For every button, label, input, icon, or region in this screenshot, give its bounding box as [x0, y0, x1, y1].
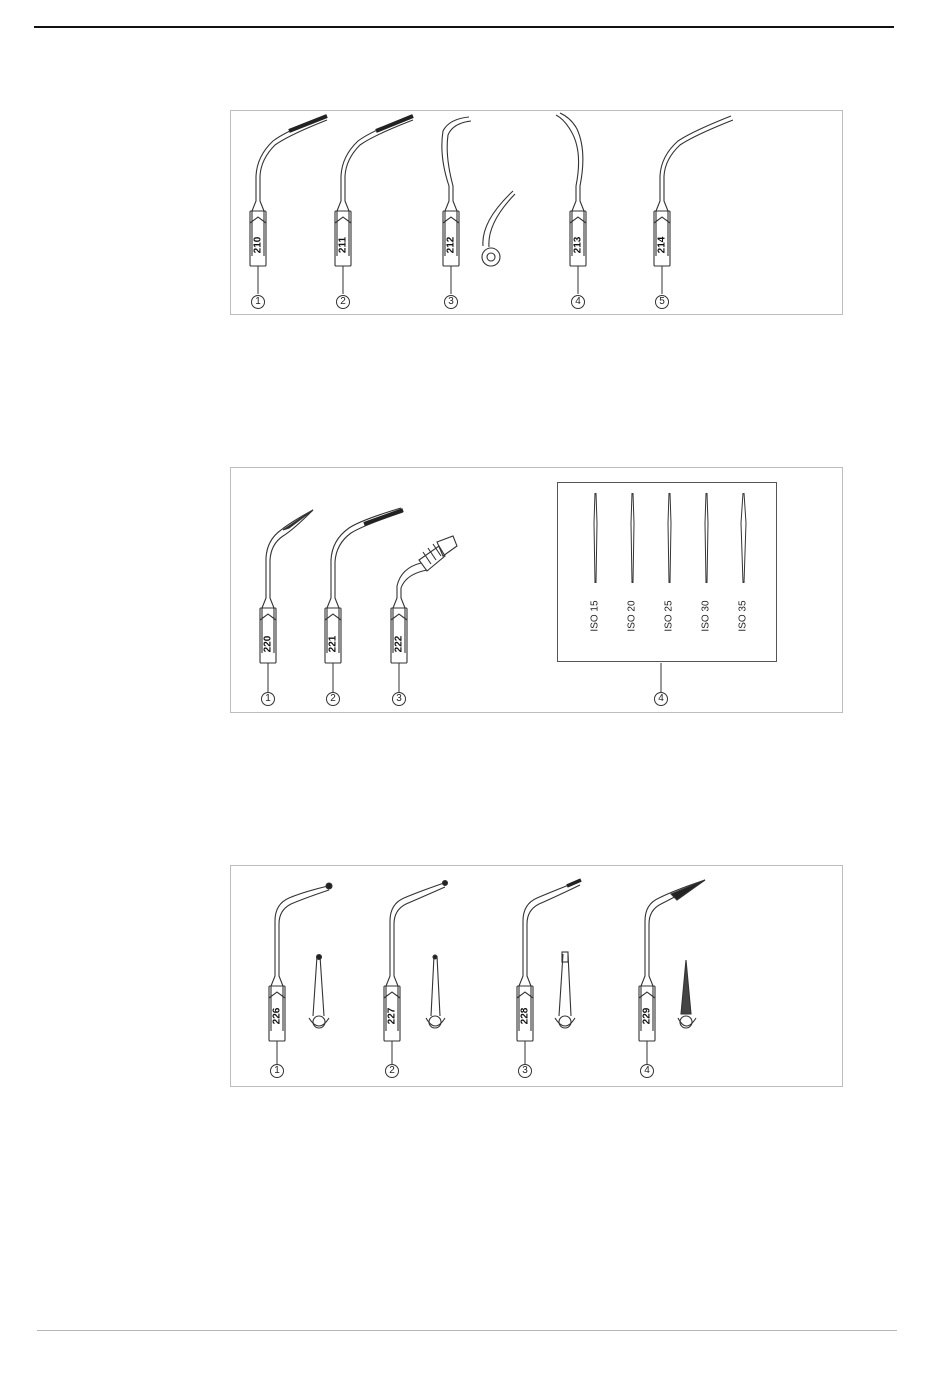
iso-size-label: ISO 20	[626, 600, 638, 632]
tip-label: 220	[262, 635, 274, 653]
iso-files-drawing	[558, 483, 778, 663]
callout-number: 3	[392, 692, 406, 706]
callout-number: 3	[518, 1064, 532, 1078]
iso-file-15	[594, 493, 597, 583]
tip-label: 226	[271, 1007, 283, 1025]
tip-label: 227	[386, 1007, 398, 1025]
tip-label: 210	[252, 236, 264, 254]
callout-number: 4	[571, 295, 585, 309]
callout-number: 2	[385, 1064, 399, 1078]
figure-endo-tips-220-222	[230, 467, 843, 713]
figure1-leaders	[258, 266, 662, 294]
callout-number: 2	[326, 692, 340, 706]
figure3-drawing	[231, 866, 844, 1088]
iso-size-label: ISO 15	[589, 600, 601, 632]
tip-label: 229	[641, 1007, 653, 1025]
callout-number: 3	[444, 295, 458, 309]
iso-file-35	[741, 493, 746, 583]
callout-number: 2	[336, 295, 350, 309]
tip-label: 214	[656, 236, 668, 254]
figure2-leaders	[268, 663, 661, 693]
figure1-drawing	[231, 111, 844, 316]
figure-tips-226-229	[230, 865, 843, 1087]
iso-size-label: ISO 25	[663, 600, 675, 632]
callout-number: 4	[654, 692, 668, 706]
tip-label: 211	[337, 236, 349, 254]
iso-size-label: ISO 30	[700, 600, 712, 632]
callout-number: 4	[640, 1064, 654, 1078]
callout-number: 1	[270, 1064, 284, 1078]
callout-number: 1	[261, 692, 275, 706]
callout-number: 5	[655, 295, 669, 309]
iso-file-25	[668, 493, 671, 583]
tip-label: 222	[393, 635, 405, 653]
iso-file-20	[631, 493, 634, 583]
iso-size-label: ISO 35	[737, 600, 749, 632]
page-bottom-rule	[37, 1330, 897, 1331]
tip-label: 213	[572, 236, 584, 254]
iso-file-set-box	[557, 482, 777, 662]
figure3-leaders	[277, 1041, 647, 1064]
page-top-rule	[34, 26, 894, 28]
tip-label: 212	[445, 236, 457, 254]
tip-label: 221	[327, 635, 339, 653]
iso-file-30	[705, 493, 708, 583]
figure-scaler-tips-210-214	[230, 110, 843, 315]
callout-number: 1	[251, 295, 265, 309]
tip-label: 228	[519, 1007, 531, 1025]
